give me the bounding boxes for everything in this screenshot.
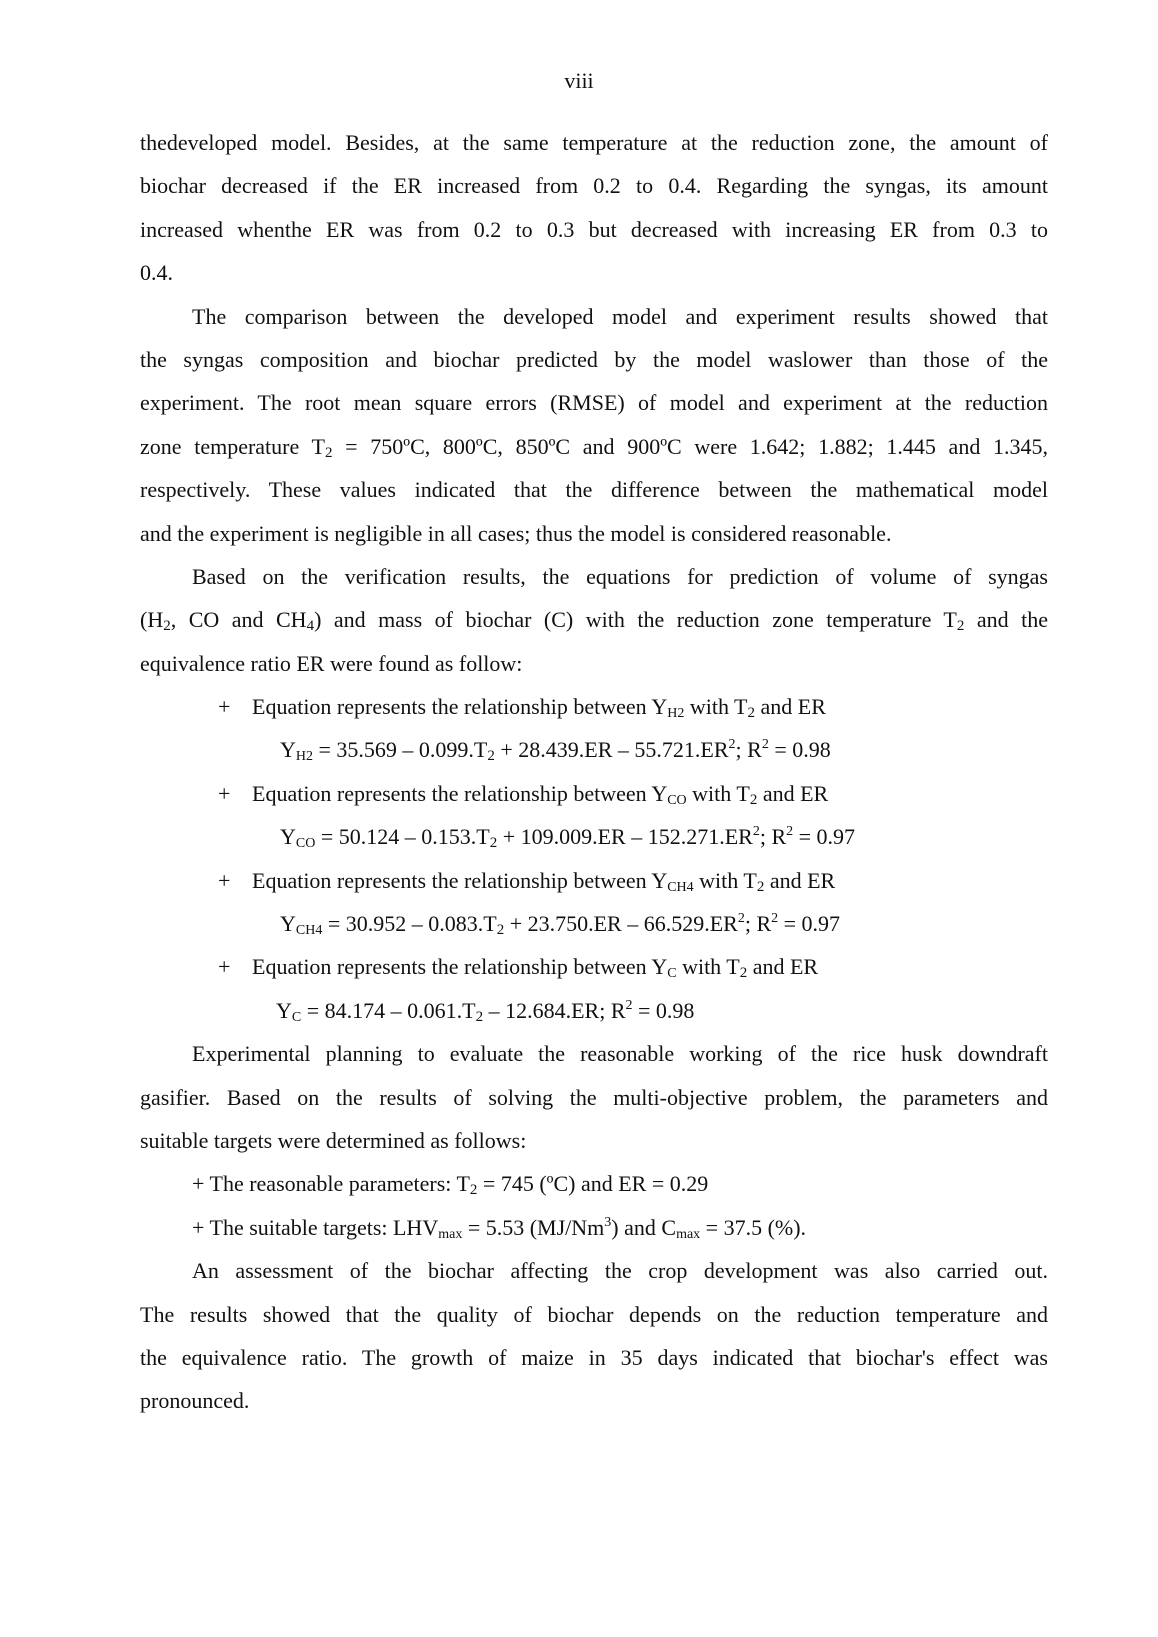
text-line: [140, 598, 1048, 641]
text-span: with T: [686, 780, 750, 806]
equation-ch4: [140, 902, 1048, 945]
text-span: + 28.439.ER – 55.721.ER: [494, 737, 729, 763]
text-line: Experimental planning to evaluate the reasonable working of the rice husk downdraft: [192, 1041, 1048, 1067]
text-span: ; R: [599, 997, 626, 1023]
equation-description-co: [140, 772, 1048, 815]
subscript: 2: [469, 1182, 478, 1199]
text-line: and the experiment is negligible in all cases; thus the model is considered reasonable.: [140, 520, 892, 546]
text-span: Y: [280, 737, 296, 763]
subscript: C: [667, 966, 677, 982]
text-line: 0.4.: [140, 260, 173, 286]
text-span: Equation represents the relationship between Y: [252, 954, 668, 980]
text-span: Y: [276, 997, 292, 1023]
subscript: 4: [306, 618, 315, 635]
text-span: = 0.97: [778, 911, 841, 937]
text-line: gasifier. Based on the results of solving the multi-objective problem, the parameters and: [140, 1084, 1048, 1110]
subscript: 2: [747, 705, 755, 722]
paragraph-experimental-planning: [140, 1032, 1048, 1162]
text-span: = 50.124 – 0.153.T: [315, 824, 490, 850]
subscript: 2: [475, 1008, 484, 1025]
text-line: Based on the verification results, the equations for prediction of volume of syngas: [192, 563, 1048, 589]
text-span: with T: [684, 694, 748, 720]
text-span: and ER: [764, 867, 836, 893]
text-line: biochar decreased if the ER increased from 0.2 to 0.4. Regarding the syngas, its amount: [140, 173, 1048, 199]
text-line: equivalence ratio ER were found as follow:: [140, 650, 523, 676]
equation-h2: [140, 728, 1048, 771]
equation-co: [140, 815, 1048, 858]
subscript: 2: [496, 922, 505, 939]
subscript: 2: [756, 878, 765, 895]
text-line: The results showed that the quality of biochar depends on the reduction temperature and: [140, 1301, 1048, 1327]
subscript: H2: [295, 749, 314, 765]
subscript: max: [438, 1226, 463, 1242]
paragraph-model-results: [140, 121, 1048, 295]
superscript: 2: [786, 824, 794, 840]
text-span: = 0.98: [768, 737, 831, 763]
text-span: = 5.53 (MJ/Nm: [462, 1214, 605, 1240]
text-span: = 745 (ºC) and ER = 0.29: [477, 1171, 709, 1197]
plus-bullet-icon: +: [218, 780, 231, 806]
text-span: Equation represents the relationship between Y: [252, 867, 668, 893]
text-span: ) and C: [611, 1214, 677, 1240]
subscript: 2: [487, 748, 495, 765]
text-span: Equation represents the relationship between Y: [252, 694, 668, 720]
subscript: 2: [163, 618, 171, 635]
text-span: + 109.009.ER – 152.271.ER: [497, 824, 753, 850]
subscript: CO: [667, 792, 687, 808]
text-line: thedeveloped model. Besides, at the same temperature at the reduction zone, the amount of: [140, 130, 1048, 155]
equation-c: [140, 989, 1048, 1032]
text-span: = 750ºC, 800ºC, 850ºC and 900ºC were 1.642; 1.882; 1.445 and 1.345,: [332, 433, 1048, 459]
superscript: 2: [728, 737, 736, 753]
superscript: 2: [771, 911, 779, 927]
text-span: + The reasonable parameters: T: [192, 1171, 470, 1197]
text-span: ; R: [759, 824, 787, 850]
text-line: respectively. These values indicated that the difference between the mathematical model: [140, 477, 1048, 503]
text-span: + 23.750.ER – 66.529.ER: [504, 911, 738, 937]
equation-list: [140, 685, 1048, 1032]
subscript: 2: [749, 791, 758, 808]
subscript: 2: [324, 444, 333, 461]
text-span: ) and mass of biochar (C) with the reduction zone temperature T: [314, 607, 957, 633]
plus-bullet-icon: +: [218, 954, 231, 980]
text-line: the syngas composition and biochar predicted by the model waslower than those of the: [140, 346, 1048, 372]
text-span: , CO and CH: [170, 607, 307, 633]
text-span: and the: [964, 607, 1048, 633]
subscript: 2: [489, 835, 498, 852]
subscript: max: [676, 1226, 701, 1242]
text-span: Y: [280, 824, 296, 850]
text-span: – 12.684.ER: [483, 997, 600, 1023]
text-line: [140, 425, 1048, 468]
text-span: (H: [140, 607, 164, 633]
subscript: 2: [739, 965, 748, 982]
equation-description-h2: [140, 685, 1048, 728]
superscript: 2: [752, 824, 760, 840]
text-span: ; R: [744, 911, 772, 937]
text-span: = 37.5 (%).: [700, 1214, 807, 1240]
text-span: = 30.952 – 0.083.T: [322, 911, 497, 937]
subscript: CO: [295, 836, 316, 852]
plus-bullet-icon: +: [218, 867, 231, 893]
superscript: 2: [625, 997, 633, 1013]
text-span: with T: [676, 954, 740, 980]
subscript: CH4: [667, 879, 694, 895]
subscript: 2: [956, 618, 965, 635]
document-body: [140, 121, 1048, 1423]
text-line: increased whenthe ER was from 0.2 to 0.3 but decreased with increasing ER from 0.3 to: [140, 216, 1048, 242]
subscript: CH4: [295, 923, 323, 939]
plus-bullet-icon: +: [218, 694, 231, 720]
text-line: The comparison between the developed model and experiment results showed that: [192, 303, 1048, 329]
text-line: experiment. The root mean square errors (RMSE) of model and experiment at the reduction: [140, 390, 1048, 416]
equation-description-c: [140, 945, 1048, 988]
page-number: viii: [564, 68, 594, 93]
text-span: zone temperature T: [140, 433, 325, 459]
text-span: = 35.569 – 0.099.T: [313, 737, 488, 763]
text-span: and ER: [757, 780, 829, 806]
text-line: suitable targets were determined as follows:: [140, 1127, 527, 1153]
text-line: An assessment of the biochar affecting the crop development was also carried out.: [192, 1258, 1048, 1284]
paragraph-equations-intro: [140, 555, 1048, 685]
text-line: the equivalence ratio. The growth of maize in 35 days indicated that biochar's effect was: [140, 1344, 1048, 1370]
text-span: Y: [280, 911, 296, 937]
equation-description-ch4: [140, 859, 1048, 902]
text-span: Equation represents the relationship between Y: [252, 780, 668, 806]
text-span: = 84.174 – 0.061.T: [301, 997, 476, 1023]
text-span: + The suitable targets: LHV: [192, 1214, 439, 1240]
suitable-targets: [140, 1206, 1048, 1249]
superscript: 2: [737, 911, 745, 927]
targets-list: [140, 1162, 1048, 1249]
text-span: ; R: [735, 737, 762, 763]
text-span: = 0.97: [793, 824, 856, 850]
superscript: 3: [604, 1214, 612, 1230]
text-span: and ER: [755, 694, 826, 720]
reasonable-parameters: [140, 1162, 1048, 1205]
subscript: C: [291, 1009, 302, 1025]
text-span: and ER: [747, 954, 819, 980]
superscript: 2: [761, 737, 769, 753]
text-span: = 0.98: [632, 997, 695, 1023]
text-line: pronounced.: [140, 1388, 250, 1414]
paragraph-biochar-assessment: [140, 1249, 1048, 1423]
subscript: H2: [667, 706, 685, 722]
paragraph-comparison: [140, 295, 1048, 555]
text-span: with T: [693, 867, 757, 893]
